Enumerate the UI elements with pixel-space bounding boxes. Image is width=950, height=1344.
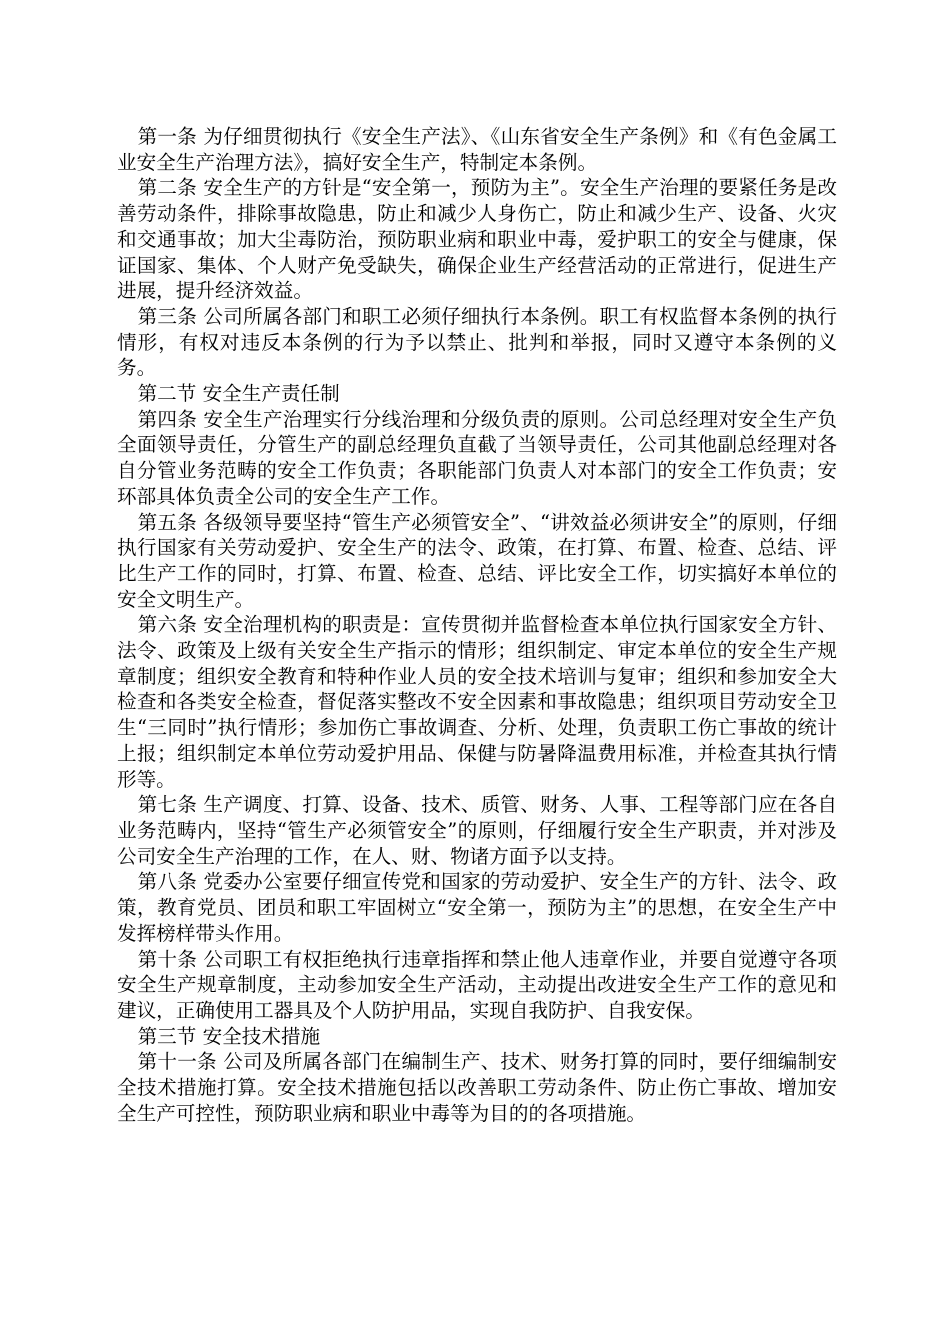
article-4: 第四条 安全生产治理实行分线治理和分级负责的原则。公司总经理对安全生产负全面领导责任，分管生产的副总经理负直截了当领导责任，公司其他副总经理对各自分管业务范畴的安全工作负责；各职能部门负责人对本部门的安全工作负责；安环部具体负责全公司的安全生产工作。	[117, 407, 837, 508]
article-2: 第二条 安全生产的方针是“安全第一，预防为主”。安全生产治理的要紧任务是改善劳动条件，排除事故隐患，防止和减少人身伤亡，防止和减少生产、设备、火灾和交通事故；加大尘毒防治，预防职业病和职业中毒，爱护职工的安全与健康，保证国家、集体、个人财产免受缺失，确保企业生产经营活动的正常进行，促进生产进展，提升经济效益。	[117, 176, 837, 303]
article-3: 第三条 公司所属各部门和职工必须仔细执行本条例。职工有权监督本条例的执行情形，有权对违反本条例的行为予以禁止、批判和举报，同时又遵守本条例的义务。	[117, 304, 837, 380]
article-10: 第十条 公司职工有权拒绝执行违章指挥和禁止他人违章作业，并要自觉遵守各项安全生产规章制度，主动参加安全生产活动，主动提出改进安全生产工作的意见和建议，正确使用工器具及个人防护用品，实现自我防护、自我安保。	[117, 947, 837, 1022]
article-5: 第五条 各级领导要坚持“管生产必须管安全”、“讲效益必须讲安全”的原则，仔细执行国家有关劳动爱护、安全生产的法令、政策，在打算、布置、检查、总结、评比生产工作的同时，打算、布置、检查、总结、评比安全工作，切实搞好本单位的安全文明生产。	[117, 510, 837, 611]
article-8: 第八条 党委办公室要仔细宣传党和国家的劳动爱护、安全生产的方针、法令、政策，教育党员、团员和职工牢固树立“安全第一，预防为主”的思想，在安全生产中发挥榜样带头作用。	[117, 870, 837, 945]
article-11: 第十一条 公司及所属各部门在编制生产、技术、财务打算的同时，要仔细编制安全技术措施打算。安全技术措施包括以改善职工劳动条件、防止伤亡事故、增加安全生产可控性，预防职业病和职业中毒等为目的的各项措施。	[117, 1050, 837, 1125]
article-7: 第七条 生产调度、打算、设备、技术、质管、财务、人事、工程等部门应在各自业务范畴内，坚持“管生产必须管安全”的原则，仔细履行安全生产职责，并对涉及公司安全生产治理的工作，在人、财、物诸方面予以支持。	[117, 793, 837, 868]
section-heading-3: 第三节 安全技术措施	[137, 1024, 321, 1048]
section-heading-2: 第二节 安全生产责任制	[137, 382, 340, 406]
article-1: 第一条 为仔细贯彻执行《安全生产法》、《山东省安全生产条例》和《有色金属工业安全生产治理方法》，搞好安全生产，特制定本条例。	[117, 125, 837, 174]
article-6: 第六条 安全治理机构的职责是：宣传贯彻并监督检查本单位执行国家安全方针、法令、政策及上级有关安全生产指示的情形；组织制定、审定本单位的安全生产规章制度；组织安全教育和特种作业人员的安全技术培训与复审；组织和参加安全大检查和各类安全检查，督促落实整改不安全因素和事故隐患；组织项目劳动安全卫生“三同时”执行情形；参加伤亡事故调查、分析、处理，负责职工伤亡事故的统计上报；组织制定本单位劳动爱护用品、保健与防暑降温费用标准，并检查其执行情形等。	[117, 613, 837, 791]
document-page	[117, 124, 837, 1126]
